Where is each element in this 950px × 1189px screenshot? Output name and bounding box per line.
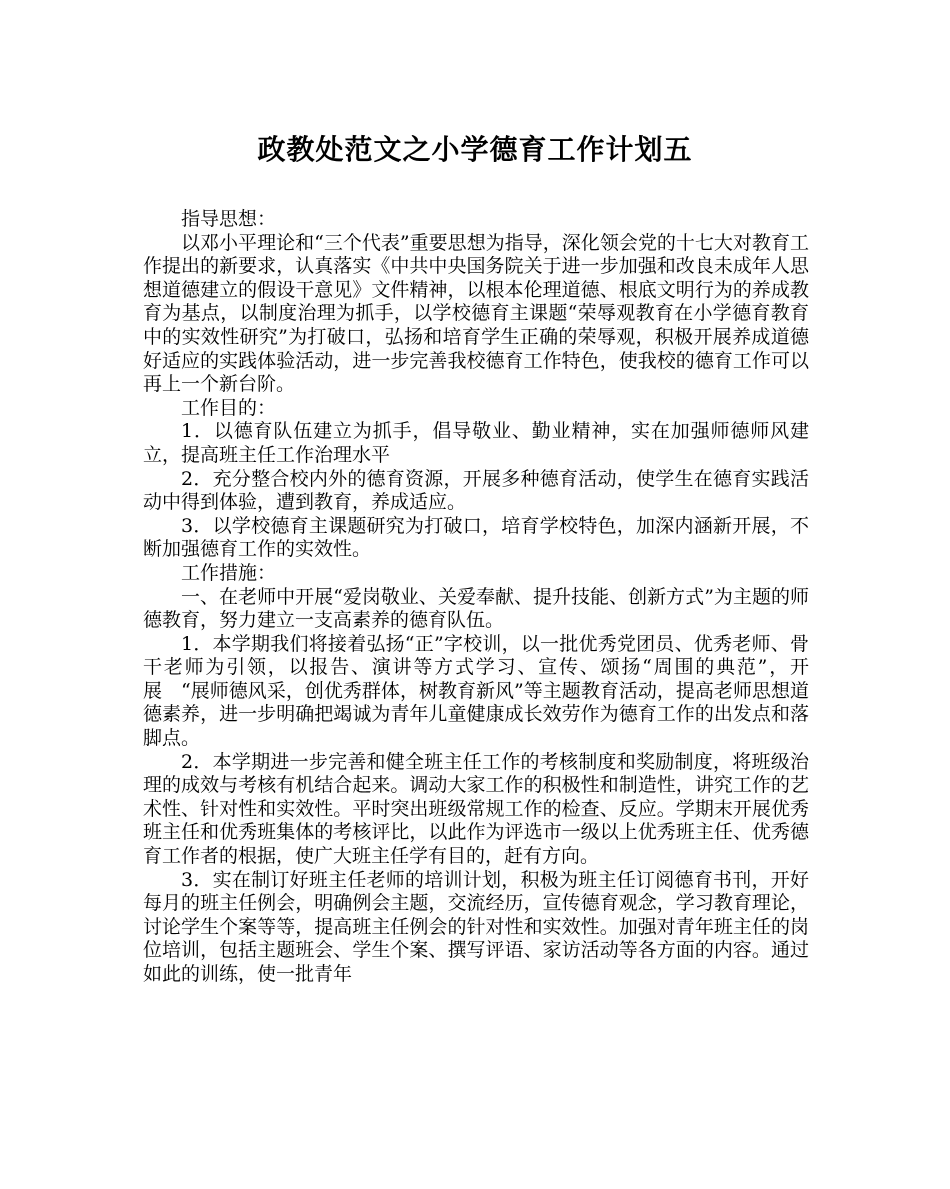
section-heading-work-measures: 工作措施： (181, 561, 277, 584)
section-heading-work-goals: 工作目的： (181, 396, 277, 419)
document-body (143, 208, 809, 987)
goal-item-3: 3．以学校德育主课题研究为打破口，培育学校特色，加深内涵新开展，不断加强德育工作的实效性。 (143, 514, 809, 561)
document-title: 政教处范文之小学德育工作计划五 (257, 133, 693, 166)
section-heading-guiding-ideology: 指导思想： (181, 208, 277, 230)
goal-item-2: 2．充分整合校内外的德育资源，开展多种德育活动，使学生在德育实践活动中得到体验，遭到教育，养成适应。 (143, 467, 809, 514)
measure-item-3: 3．实在制订好班主任老师的培训计划，积极为班主任订阅德育书刊，开好每月的班主任例会，明确例会主题，交流经历，宣传德育观念，学习教育理论，讨论学生个案等等，提高班主任例会的针对性和实效性。加强对青年班主任的岗位培训，包括主题班会、学生个案、撰写评语、家访活动等各方面的内容。通过如此的训练，使一批青年 (143, 868, 809, 985)
measure-item-2: 2．本学期进一步完善和健全班主任工作的考核制度和奖励制度，将班级治理的成效与考核有机结合起来。调动大家工作的积极性和制造性，讲究工作的艺术性、针对性和实效性。平时突出班级常规工作的检查、反应。学期末开展优秀班主任和优秀班集体的考核评比，以此作为评选市一级以上优秀班主任、优秀德育工作者的根据，使广大班主任学有目的，赶有方向。 (143, 750, 809, 868)
measure-heading-1: 一、在老师中开展“爱岗敬业、关爱奉献、提升技能、创新方式”为主题的师德教育，努力建立一支高素养的德育队伍。 (143, 585, 809, 632)
measure-item-1: 1．本学期我们将接着弘扬“正”字校训，以一批优秀党团员、优秀老师、骨干老师为引领，以报告、演讲等方式学习、宣传、颂扬“周围的典范”，开展 “展师德风采，创优秀群体，树教育新风”等主题教育活动，提高老师思想道德素养，进一步明确把竭诚为青年儿童健康成长效劳作为德育工作的出发点和落脚点。 (143, 632, 809, 750)
paragraph-guiding-ideology: 以邓小平理论和“三个代表”重要思想为指导，深化领会党的十七大对教育工作提出的新要求，认真落实《中共中央国务院关于进一步加强和改良未成年人思想道德建立的假设干意见》文件精神，以根本伦理道德、根底文明行为的养成教育为基点，以制度治理为抓手，以学校德育主课题“荣辱观教育在小学德育教育中的实效性研究”为打破口，弘扬和培育学生正确的荣辱观，积极开展养成道德好适应的实践体验活动，进一步完善我校德育工作特色，使我校的德育工作可以再上一个新台阶。 (143, 231, 809, 396)
goal-item-1: 1．以德育队伍建立为抓手，倡导敬业、勤业精神，实在加强师德师风建立，提高班主任工作治理水平 (143, 420, 809, 466)
